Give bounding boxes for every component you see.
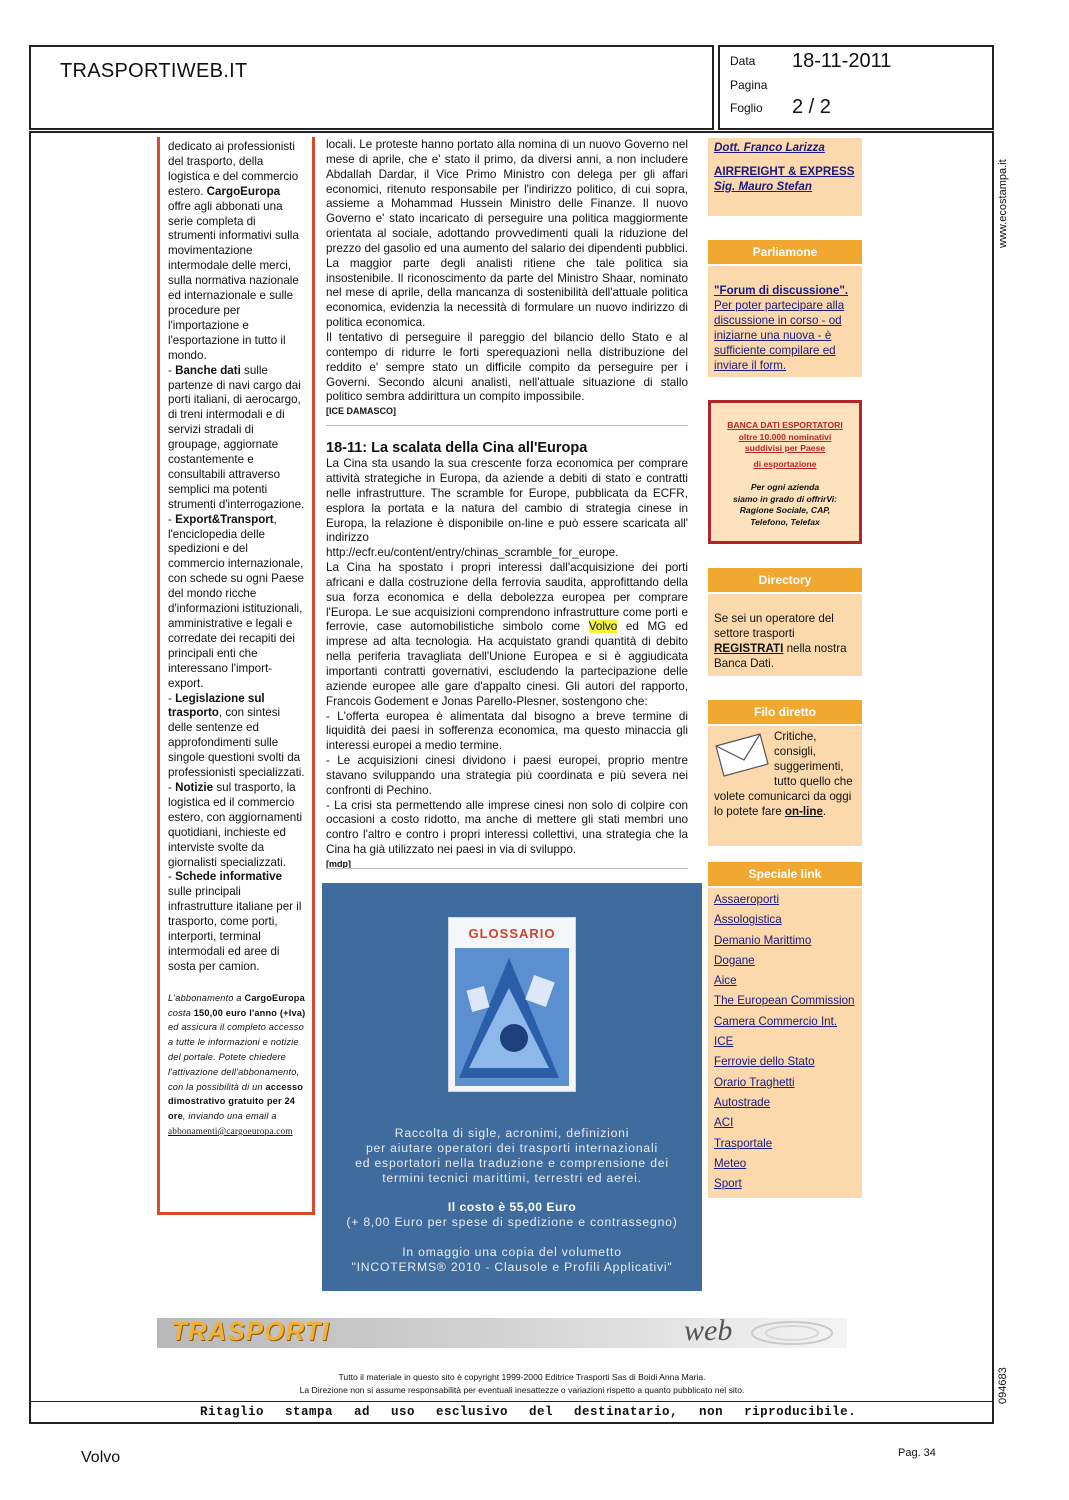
link-ferrovie-stato[interactable]: Ferrovie dello Stato bbox=[714, 1055, 815, 1069]
footer-disclaimer: La Direzione non si assume responsabilità per eventuali inesattezze o variazioni rispetto a quanto pubblicato nel sito. bbox=[299, 1385, 745, 1395]
glossario-book-title: GLOSSARIO bbox=[468, 926, 556, 941]
speciale-link-header: Speciale link bbox=[708, 862, 862, 886]
header-left-frame bbox=[29, 45, 714, 130]
article2-bullet1: - L'offerta europea è alimentata dal bisogno a breve termine di liquidità dei paesi in sofferenza economica, ma questo minaccia gli interessi europei a medio termine. bbox=[326, 709, 688, 753]
footer-brand: Volvo bbox=[81, 1449, 121, 1466]
link-demanio-marittimo[interactable]: Demanio Marittimo bbox=[714, 933, 812, 947]
contacts-box bbox=[708, 138, 862, 216]
left-bullet-export: - Export&Transport, l'enciclopedia delle spedizioni e del commercio internazionale, con schede su ogni Paese del mondo ricche d'informazioni istituzionali, amministrative e legali e corredate dei recapiti dei principali enti che interessano l'import-export. bbox=[168, 512, 305, 690]
trasporti-web-banner bbox=[157, 1316, 847, 1350]
link-aci[interactable]: ACI bbox=[714, 1116, 734, 1130]
left-column bbox=[157, 137, 315, 1215]
article1-p1: locali. Le proteste hanno portato alla nomina di un nuovo Governo nel mese di aprile, che e' stato il primo, da diversi anni, a non includere Abdallah Dardar, il Vice Primo Ministro con delega per gli affari economici, ritenuto responsabile per l'indirizzo politico, di cui sopra, assieme a Mohammad Hussein Ministro delle Finanze. Il nuovo Governo e' stato incaricato di perseguire una politica maggiormente orientata al sociale, adottando provvedimenti quali la riduzione del prezzo del gasolio ed una aumento del salario dei dipendenti pubblici. La maggior parte degli analisti ritiene che tale politica sia insostenibile. Il riconoscimento da parte del Ministro Shaar, nominato nel mese di aprile, della mancanza di sostenibilità dell'attuale politica economica, evidenzia la necessità di formulare un nuovo indirizzo di politica economica. bbox=[326, 138, 688, 330]
banca-l6: siamo in grado di offrirVi: bbox=[732, 493, 838, 504]
link-aice[interactable]: Aice bbox=[714, 974, 737, 988]
link-orario-traghetti[interactable]: Orario Traghetti bbox=[714, 1075, 795, 1089]
banca-l3: suddivisi per Paese bbox=[744, 443, 826, 453]
ecostampa-vertical: www.ecostampa.it bbox=[997, 159, 1009, 248]
banner-trasporti-logo: TRASPORTI bbox=[171, 1316, 330, 1346]
promo-gift2: "INCOTERMS® 2010 - Clausole e Profili Applicativi" bbox=[351, 1260, 673, 1274]
data-label: Data bbox=[730, 54, 756, 68]
banca-l4: di esportazione bbox=[753, 458, 817, 469]
filo-diretto-box: Critiche, consigli, suggerimenti, tutto quello che volete comunicarci da oggi lo potete fare on-line. bbox=[708, 726, 862, 846]
article2-title: 18-11: La scalata della Cina all'Europa bbox=[326, 440, 588, 457]
left-intro: dedicato ai professionisti del trasporto, della logistica e del commercio estero. CargoEuropa offre agli abbonati una serie completa di strumenti informativi sulla movimentazione intermodale delle merci, sulla normativa nazionale ed internazionale e sulle procedure per l'importazione e l'esportazione in tutto il mondo. bbox=[168, 140, 299, 362]
code-vertical: 094683 bbox=[997, 1367, 1009, 1404]
banca-l1: BANCA DATI ESPORTATORI bbox=[727, 420, 843, 430]
link-sport[interactable]: Sport bbox=[714, 1177, 742, 1191]
article2-p1: La Cina sta usando la sua crescente forza economica per comprare attività strategiche in Europa, da aziende a debiti di stato e contratti nelle infrastrutture. The scramble for Europe, pubblicata da ECFR, esplora la portata e la natura del cambio di strategia cinese in Europa, la relazione è disponibile on-line e può essere scaricata all' indirizzo bbox=[326, 457, 688, 545]
envelope-icon bbox=[714, 732, 770, 778]
link-assaeroporti[interactable]: Assaeroporti bbox=[714, 893, 780, 906]
left-bullet-legislazione: - Legislazione sul trasporto, con sintesi delle sentenze ed approfondimenti sulle singole questioni svolti da professionisti specializzati. bbox=[168, 691, 305, 780]
data-value: 18-11-2011 bbox=[792, 50, 892, 72]
filo-diretto-header: Filo diretto bbox=[708, 700, 862, 724]
separator-bottom bbox=[326, 868, 688, 869]
parliamone-header: Parliamone bbox=[708, 240, 862, 264]
contact-airfreight-express[interactable]: AIRFREIGHT & EXPRESS bbox=[714, 164, 855, 178]
contact-mauro-stefan[interactable]: Sig. Mauro Stefan bbox=[714, 179, 812, 193]
promo-line4: termini tecnici marittimi, terrestri ed aerei. bbox=[382, 1171, 642, 1185]
foglio-value: 2 / 2 bbox=[792, 96, 831, 118]
article1-p2: Il tentativo di perseguire il pareggio del bilancio dello Stato e al contempo di ridurre le forti sperequazioni nella distribuzione del reddito e' sempre stato un difficile compito da perseguire per i Governi. Secondo alcuni analisti, nell'attuale situazione di stallo politico sembra addirittura un compito impossibile. bbox=[326, 330, 688, 404]
banca-l5: Per ogni azienda bbox=[750, 482, 820, 492]
promo-price: Il costo è 55,00 Euro bbox=[447, 1200, 577, 1214]
glossario-promo[interactable] bbox=[322, 883, 702, 1291]
promo-line3: ed esportatori nella traduzione e comprensione dei bbox=[355, 1156, 669, 1170]
directory-box: Se sei un operatore del settore trasporti REGISTRATI nella nostra Banca Dati. bbox=[708, 594, 862, 676]
link-ice[interactable]: ICE bbox=[714, 1035, 734, 1049]
banca-l2: oltre 10.000 nominativi bbox=[738, 431, 832, 442]
clip-note: Ritaglio stampa ad uso esclusivo del destinatario, non riproducibile. bbox=[200, 1405, 857, 1419]
left-bullet-notizie: - Notizie sul trasporto, la logistica ed il commercio estero, con aggiornamenti quotidiani, inchieste ed interviste svolte da giornalisti specializzati. bbox=[168, 780, 303, 869]
link-assologistica[interactable]: Assologistica bbox=[714, 913, 782, 927]
banca-l8: Telefono, Telefax bbox=[750, 516, 820, 527]
link-trasportale[interactable]: Trasportale bbox=[714, 1136, 773, 1150]
article2-source: [mdp] bbox=[326, 858, 351, 869]
left-bullet-schede: - Schede informative sulle principali infrastrutture italiane per il trasporto, come porti, interporti, terminal intermodali ed aree di sosta per camion. bbox=[168, 870, 302, 973]
glossario-cover-art bbox=[449, 918, 575, 1091]
article2-p2: La Cina ha spostato i propri interessi dall'acquisizione dei porti africani e dalla costruzione della ferrovia saudita, approfittando della sua forza economica e della debolezza europea per comprare l'Europa. Le sue acquisizioni comprendono infrastrutture come porti e ferrovie, case automobilistiche simbolo come Volvo ed MG ed imprese ad alta tecnologia. Ha acquistato grandi quantità di debito nella periferia travagliata dell'Unione Europea e si è aggiudicata importanti contratti governativi, escludendo la partecipazione delle aziende europee alle gare d'appalto cinesi. Gli autori del rapporto, Francois Godement e Jonas Parello-Plesner, sostengono che: bbox=[326, 561, 688, 708]
registrati-link[interactable]: REGISTRATI bbox=[714, 641, 784, 655]
parliamone-box bbox=[708, 266, 862, 377]
site-title: TRASPORTIWEB.IT bbox=[60, 60, 248, 82]
page-number: Pag. 34 bbox=[898, 1447, 936, 1459]
article2-bullet2: - Le acquisizioni cinesi dividono i paesi europei, proprio mentre stavano sviluppando una strategia più coordinata e più severa nei confronti di Pechino. bbox=[326, 754, 688, 797]
article2-url: http://ecfr.eu/content/entry/chinas_scramble_for_europe. bbox=[326, 546, 619, 560]
promo-line2: per aiutare operatori dei trasporti internazionali bbox=[365, 1141, 658, 1155]
contact-franco-larizza[interactable]: Dott. Franco Larizza bbox=[714, 141, 825, 154]
clip-divider bbox=[29, 1401, 994, 1402]
glossario-cover bbox=[448, 917, 576, 1092]
speciale-link-list bbox=[708, 888, 862, 1198]
article2-bullet3: - La crisi sta permettendo alle imprese cinesi non solo di colpire con occasioni a costo ridotto, ma anche di mettere gli stati membri uno contro l'altro e contro i propri interessi collettivi, una strategia che la Cina ha già utilizzato nei paesi in via di sviluppo. bbox=[326, 798, 688, 857]
left-bullet-banche-dati: - Banche dati sulle partenze di navi cargo dai porti italiani, di aerocargo, di treni intermodali e di servizi stradali di groupage, aggiornate costantemente e consultabili attraverso semplici ma potenti strumenti d'interrogazione. bbox=[168, 363, 305, 511]
link-meteo[interactable]: Meteo bbox=[714, 1156, 747, 1170]
filo-online-link[interactable]: on-line bbox=[784, 804, 823, 818]
forum-link[interactable]: "Forum di discussione". Per poter partecipare alla discussione in corso - od iniziarne una nuova - è sufficiente compilare ed inviare il form. bbox=[714, 284, 849, 372]
foglio-label: Foglio bbox=[730, 101, 763, 115]
promo-gift1: In omaggio una copia del volumetto bbox=[402, 1245, 622, 1259]
link-camera-commercio[interactable]: Camera Commercio Int. bbox=[714, 1014, 838, 1028]
banca-dati-box[interactable] bbox=[708, 400, 862, 544]
pagina-label: Pagina bbox=[730, 78, 768, 92]
article-column bbox=[326, 138, 688, 870]
footer-copyright: Tutto il materiale in questo sito è copyright 1999-2000 Editrice Trasporti Sas di Boidi Anna Maria. bbox=[338, 1372, 706, 1382]
article1-source: [ICE DAMASCO] bbox=[326, 406, 396, 417]
directory-header: Directory bbox=[708, 568, 862, 592]
banner-web-logo: web bbox=[684, 1314, 733, 1347]
link-autostrade[interactable]: Autostrade bbox=[714, 1095, 771, 1109]
subscription-email-link[interactable]: abbonamenti@cargoeuropa.com bbox=[168, 1125, 293, 1136]
banner-swirl-icon bbox=[742, 1318, 842, 1348]
link-european-commission[interactable]: The European Commission bbox=[714, 994, 855, 1008]
left-subscription-note: L'abbonamento a CargoEuropa costa 150,00 euro l'anno (+Iva) ed assicura il completo accesso a tutte le informazioni e notizie del portale. Potete chiedere l'attivazione dell'abbonamento, con la possibilità di un accesso dimostrativo gratuito per 24 ore, inviando una email a abbonamenti@cargoeuropa.com bbox=[168, 992, 306, 1136]
link-dogane[interactable]: Dogane bbox=[714, 953, 755, 967]
promo-line1: Raccolta di sigle, acronimi, definizioni bbox=[394, 1126, 630, 1140]
banca-l7: Ragione Sociale, CAP, bbox=[739, 505, 831, 515]
highlight-volvo: Volvo bbox=[588, 620, 618, 634]
separator-top bbox=[326, 425, 688, 426]
promo-shipping: (+ 8,00 Euro per spese di spedizione e contrassegno) bbox=[346, 1215, 678, 1229]
